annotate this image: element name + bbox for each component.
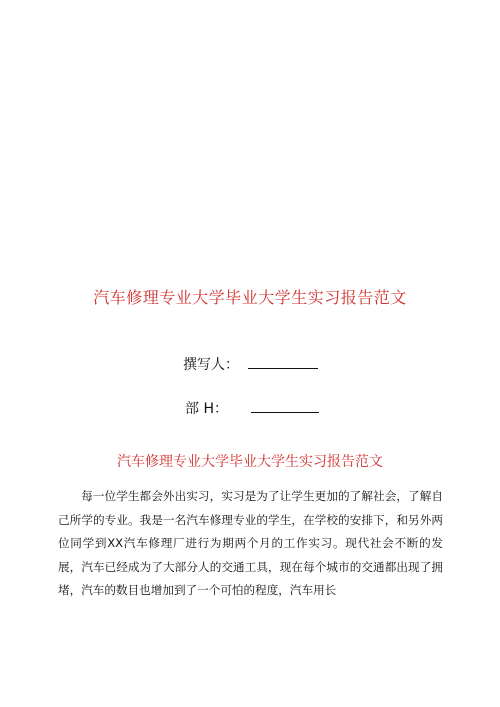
department-blank-line	[251, 398, 319, 413]
author-field	[0, 354, 500, 376]
body-paragraph: 每一位学生都会外出实习，实习是为了让学生更加的了解社会，了解自己所学的专业。我是一名汽车修理专业的学生，在学校的安排下，和另外两位同学到XX汽车修理厂进行为期两个月的工作实习。现代社会不断的发展，汽车已经成为了大部分人的交通工具，现在每个城市的交通都出现了拥堵，汽车的数目也增加到了一个可怕的程度，汽车用长	[58, 489, 443, 597]
author-blank-line	[248, 354, 318, 369]
department-label: 部 H：	[185, 401, 228, 417]
body-title: 汽车修理专业大学毕业大学生实习报告范文	[117, 454, 383, 470]
department-field	[0, 398, 500, 420]
author-label: 撰写人：	[183, 357, 239, 373]
cover-title: 汽车修理专业大学毕业大学生实习报告范文	[93, 288, 407, 307]
